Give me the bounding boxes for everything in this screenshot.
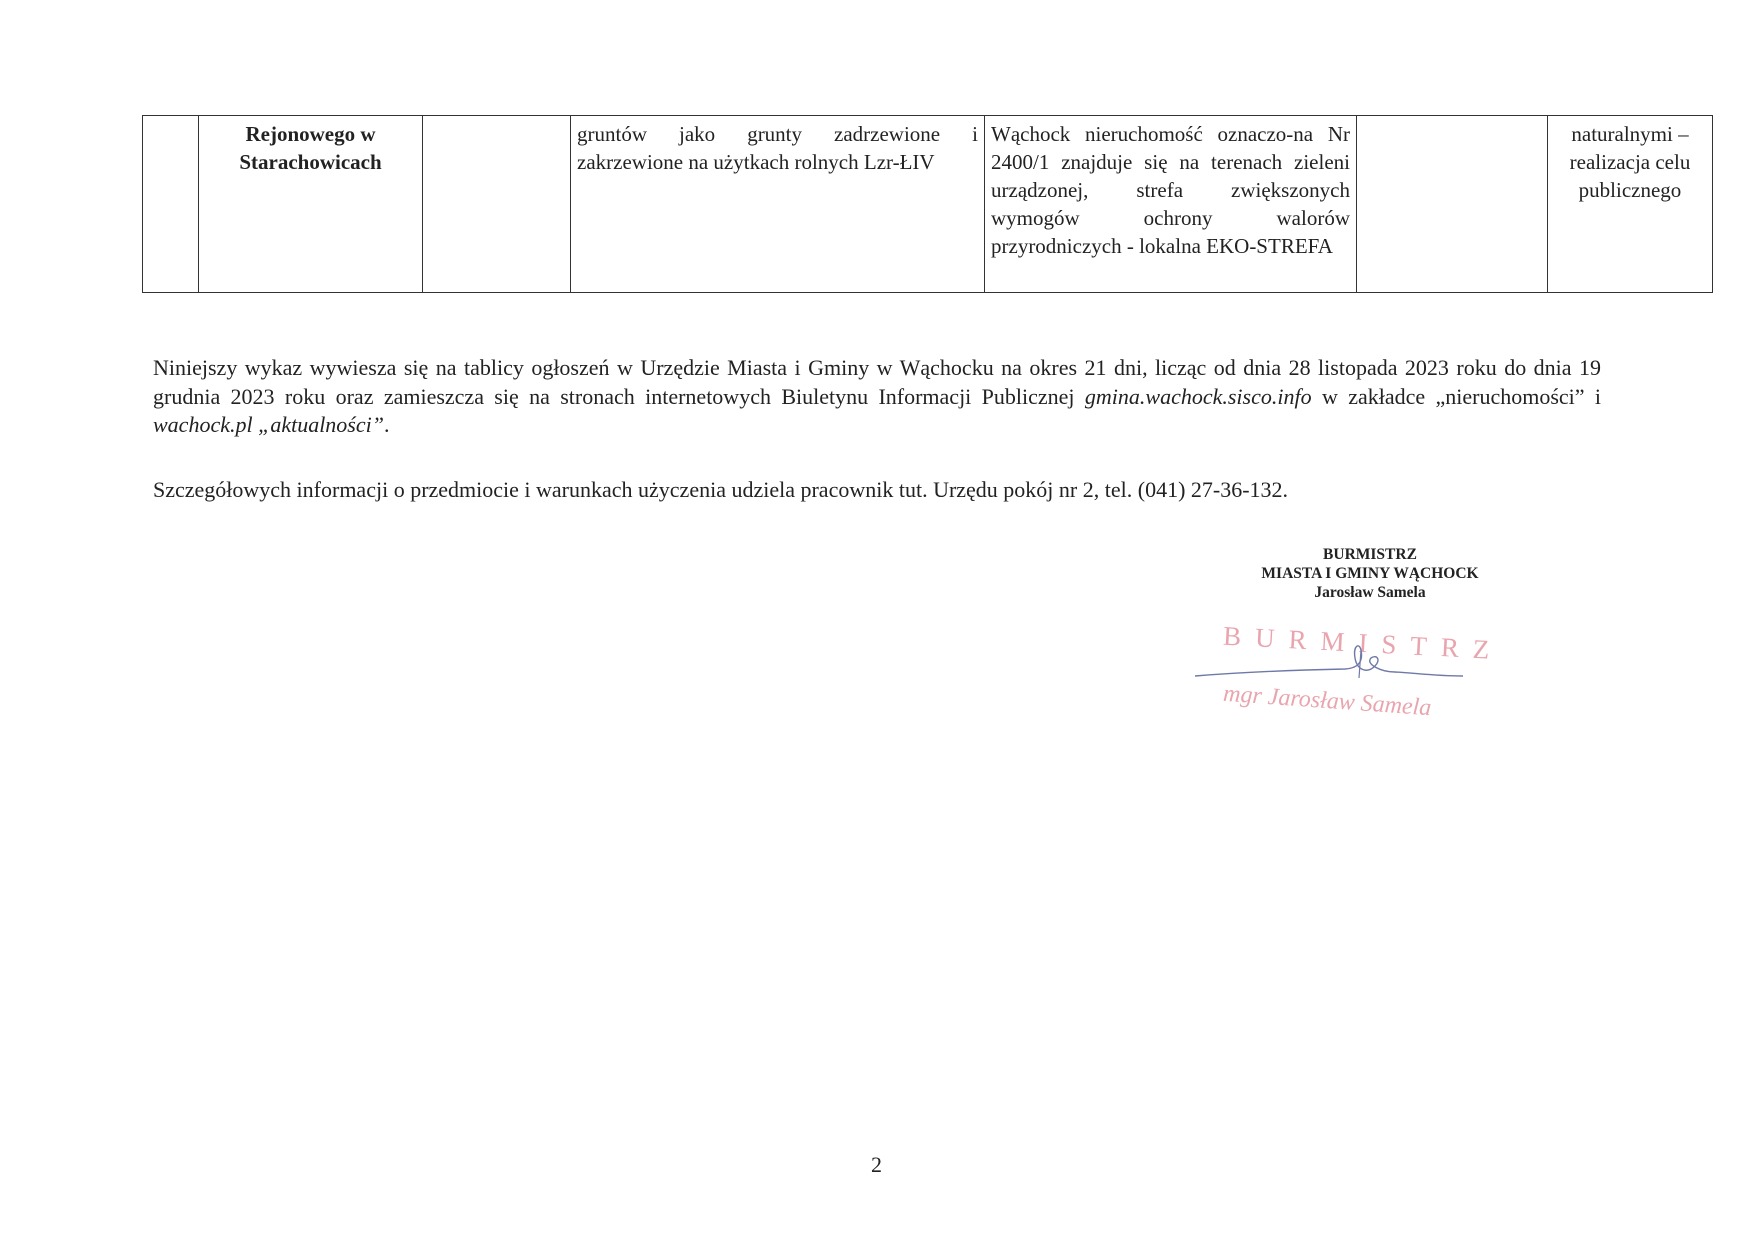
table-cell-court — [199, 116, 423, 293]
website-link-text: wachock.pl „aktualności” — [153, 412, 384, 437]
page-number: 2 — [871, 1152, 882, 1177]
table-cell-zoning: Wąchock nieruchomość oznaczo-na Nr 2400/1 znajduje się na terenach zieleni urządzonej, strefa zwiększonych wymogów ochrony walorów przyrodniczych - lokalna EKO-STREFA — [985, 116, 1357, 293]
table-cell-purpose: naturalnymi – realizacja celu publicznego — [1548, 116, 1713, 293]
notice-paragraph-2: Szczegółowych informacji o przedmiocie i warunkach użyczenia udziela pracownik tut. Urzędu pokój nr 2, tel. (041) 27-36-132. — [153, 477, 1289, 502]
notice-paragraph-1 — [153, 354, 1601, 440]
table-cell-area — [423, 116, 571, 293]
table-cell-number — [143, 116, 199, 293]
official-stamp — [1185, 620, 1505, 730]
signature-block — [1160, 545, 1580, 602]
property-table — [142, 115, 1713, 293]
stamp-title: BURMISTRZ — [1222, 620, 1505, 666]
table-cell-period — [1357, 116, 1548, 293]
table-cell-land-use: gruntów jako grunty zadrzewione i zakrzewione na użytkach rolnych Lzr-ŁIV — [571, 116, 985, 293]
bip-link-text: gmina.wachock.sisco.info — [1084, 383, 1312, 409]
court-line-1: Rejonowego w — [245, 122, 376, 146]
table-row — [143, 116, 1713, 293]
mayor-office: MIASTA I GMINY WĄCHOCK — [1261, 565, 1479, 582]
court-line-2: Starachowicach — [239, 150, 382, 174]
mayor-title: BURMISTRZ — [1323, 546, 1417, 563]
stamp-name: mgr Jarosław Samela — [1222, 680, 1433, 722]
notice-end-text: . — [383, 412, 390, 437]
mayor-name: Jarosław Samela — [1314, 584, 1426, 601]
notice-mid-text: w zakładce „nieruchomości” i — [1311, 383, 1602, 409]
notice-text: Niniejszy wykaz wywiesza się na tablicy ogłoszeń w Urzędzie Miasta i Gminy w Wąchocku na okres 21 dni, licząc od dnia 28 listopada 2023 roku do dnia 19 grudnia 2023 roku oraz zamieszcza się na stronach internetowych Biuletynu Informacji Publicznej — [153, 355, 1601, 409]
